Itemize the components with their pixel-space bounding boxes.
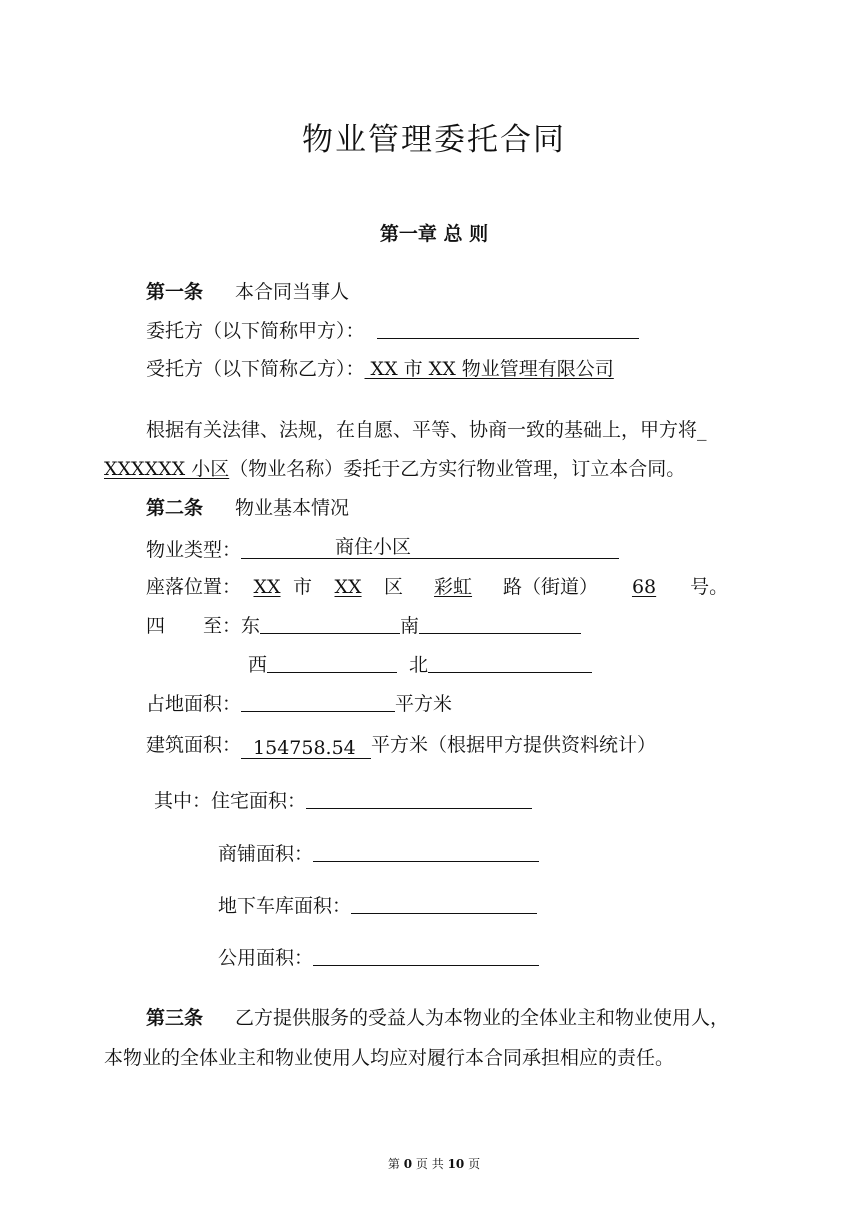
article-3-text: 乙方提供服务的受益人为本物业的全体业主和物业使用人，: [235, 1007, 730, 1029]
property-type-field: [241, 536, 619, 559]
party-b-label: 受托方（以下简称乙方）：: [146, 358, 365, 380]
shop-area-line: [218, 842, 539, 866]
building-area-line: [146, 733, 656, 759]
public-area-blank: [313, 947, 539, 966]
city-value: XX: [253, 576, 281, 598]
article-2-heading: 第二条: [146, 497, 204, 519]
house-number-value: 68: [631, 576, 657, 598]
north-label: 北: [409, 654, 429, 676]
party-b-value: XX 市 XX 物业管理有限公司: [364, 358, 614, 380]
road-value: 彩虹: [434, 576, 473, 598]
building-area-value: 154758.54: [241, 736, 371, 759]
public-area-label: 公用面积：: [218, 947, 314, 969]
location-label: 座落位置：: [146, 576, 242, 598]
land-area-label: 占地面积：: [146, 693, 242, 715]
residential-area-blank: [306, 790, 532, 809]
garage-area-blank: [351, 895, 537, 914]
intro-line-2-rest: （物业名称）委托于乙方实行物业管理，订立本合同。: [229, 458, 686, 480]
footer-total-pages: 10: [447, 1157, 465, 1171]
north-blank: [428, 654, 592, 673]
east-label: 东: [241, 615, 261, 637]
land-area-blank: [241, 693, 395, 712]
land-area-unit: 平方米: [395, 693, 453, 715]
property-type-line: [146, 536, 619, 562]
property-type-label: 物业类型：: [146, 539, 242, 561]
article-2-line: [146, 496, 349, 520]
district-value: XX: [334, 576, 362, 598]
article-3-heading: 第三条: [146, 1007, 204, 1029]
west-label: 西: [248, 654, 268, 676]
south-blank: [419, 615, 581, 634]
document-title: 物业管理委托合同: [302, 122, 566, 158]
footer-gong: 共: [431, 1157, 444, 1171]
property-name: XXXXXX 小区: [104, 458, 230, 480]
party-a-line: [146, 319, 639, 343]
party-a-label: 委托方（以下简称甲方）：: [146, 320, 365, 342]
bounds-line-1: [146, 614, 581, 638]
house-number-unit: 号。: [690, 576, 729, 598]
intro-line-2: [104, 457, 685, 481]
city-unit: 市: [293, 576, 313, 598]
bounds-label: 四 至：: [146, 615, 242, 637]
garage-area-line: [218, 894, 537, 918]
article-1-line: [146, 280, 349, 304]
shop-area-label: 商铺面积：: [218, 843, 314, 865]
page-footer: [0, 1155, 868, 1172]
article-1-heading: 第一条: [146, 281, 204, 303]
east-blank: [260, 615, 400, 634]
party-b-line: [146, 357, 614, 381]
footer-di: 第: [387, 1157, 400, 1171]
garage-area-label: 地下车库面积：: [218, 895, 352, 917]
footer-ye: 页: [415, 1157, 428, 1171]
district-unit: 区: [384, 576, 404, 598]
chapter-heading: 第一章 总 则: [379, 223, 489, 245]
article-1-text: 本合同当事人: [235, 281, 350, 303]
party-a-blank: [377, 320, 639, 339]
article-2-text: 物业基本情况: [235, 497, 350, 519]
land-area-line: [146, 692, 452, 716]
bounds-line-2: [248, 653, 592, 677]
south-label: 南: [400, 615, 420, 637]
building-area-note: 平方米（根据甲方提供资料统计）: [371, 734, 657, 756]
intro-line-1: 根据有关法律、法规，在自愿、平等、协商一致的基础上，甲方将_: [146, 419, 707, 441]
residential-area-label: 其中：住宅面积：: [154, 790, 307, 812]
location-line: [146, 575, 728, 599]
property-type-value: 商住小区: [335, 536, 412, 558]
public-area-line: [218, 946, 539, 970]
article-3-line-1: [146, 1006, 729, 1030]
road-unit: 路（街道）: [503, 576, 599, 598]
footer-page-number: 0: [403, 1157, 413, 1171]
article-3-line-2: 本物业的全体业主和物业使用人均应对履行本合同承担相应的责任。: [104, 1047, 675, 1069]
building-area-label: 建筑面积：: [146, 734, 242, 756]
shop-area-blank: [313, 843, 539, 862]
west-blank: [267, 654, 397, 673]
residential-area-line: [154, 789, 532, 813]
footer-ye2: 页: [468, 1157, 481, 1171]
